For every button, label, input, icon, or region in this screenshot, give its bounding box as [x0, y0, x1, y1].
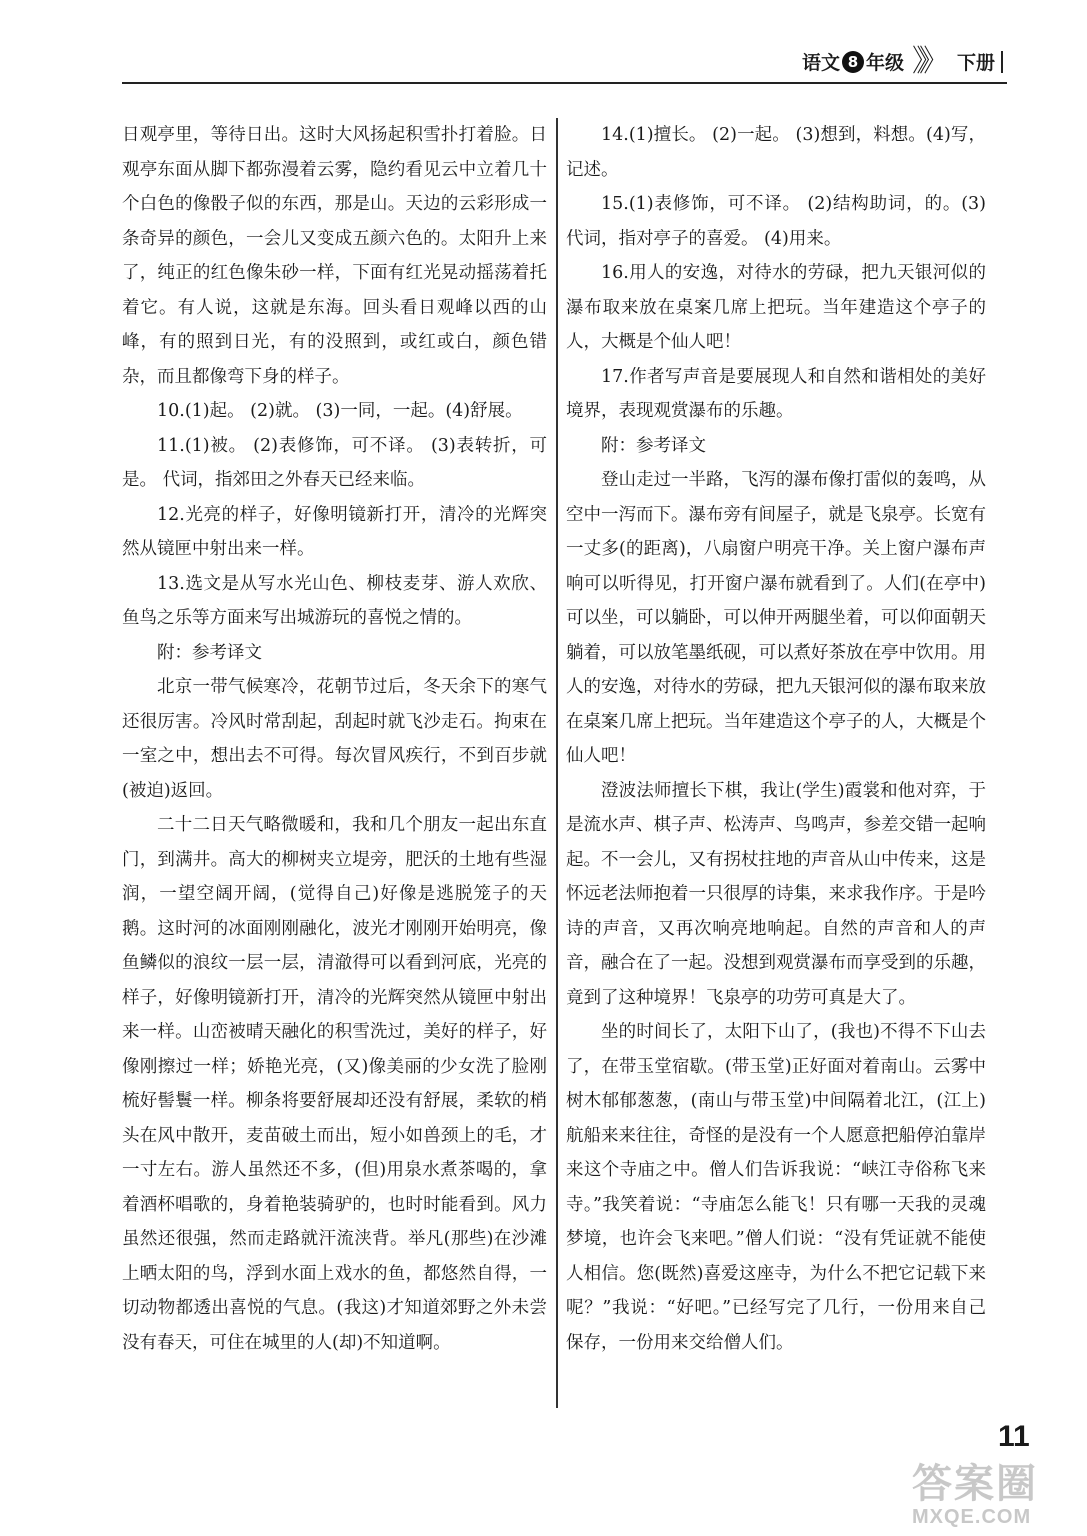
header-title: [801, 43, 1003, 79]
page-number: 11: [998, 1420, 1030, 1453]
paragraph: 登山走过一半路，飞泻的瀑布像打雷似的轰鸣，从空中一泻而下。瀑布旁有间屋子，就是飞泉亭。长宽有一丈多(的距离)，八扇窗户明亮干净。关上窗户瀑布声响可以听得见，打开窗户瀑布就看到了。人们(在亭中)可以坐，可以躺卧，可以伸开两腿坐着，可以仰面朝天躺着，可以放笔墨纸砚，可以煮好茶放在亭中饮用。用人的安逸，对待水的劳碌，把九天银河似的瀑布取来放在桌案几席上把玩。当年建造这个亭子的人，大概是个仙人吧！: [566, 470, 986, 766]
double-chevron-icon: 》》: [911, 43, 941, 79]
paragraph: 二十二日天气略微暖和，我和几个朋友一起出东直门，到满井。高大的柳树夹立堤旁，肥沃的土地有些湿润，一望空阔开阔，(觉得自己)好像是逃脱笼子的天鹅。这时河的冰面刚刚融化，波光才刚刚开始明亮，像鱼鳞似的浪纹一层一层，清澈得可以看到河底，光亮的样子，好像明镜新打开，清冷的光辉突然从镜匣中射出来一样。山峦被晴天融化的积雪洗过，美好的样子，好像刚擦过一样；娇艳光亮，(又)像美丽的少女洗了脸刚梳好髻鬟一样。柳条将要舒展却还没有舒展，柔软的梢头在风中散开，麦苗破土而出，短小如兽颈上的毛，才一寸左右。游人虽然还不多，(但)用泉水煮茶喝的，拿着酒杯唱歌的，身着艳装骑驴的，也时时能看到。风力虽然还很强，然而走路就汗流浃背。举凡(那些)在沙滩上晒太阳的鸟，浮到水面上戏水的鱼，都悠然自得，一切动物都透出喜悦的气息。(我这)才知道郊野之外未尝没有春天，可住在城里的人(却)不知道啊。: [122, 815, 547, 1353]
paragraph: 附：参考译文: [601, 435, 706, 456]
paragraph: 12.光亮的样子，好像明镜新打开，清冷的光辉突然从镜匣中射出来一样。: [122, 504, 547, 559]
watermark: [912, 1462, 1077, 1530]
paragraph: 15.(1)表修饰，可不译。 (2)结构助词，的。(3)代词，指对亭子的喜爱。 (4)用来。: [566, 194, 986, 249]
paragraph: 澄波法师擅长下棋，我让(学生)霞裳和他对弈，于是流水声、棋子声、松涛声、鸟鸣声，参差交错一起响起。不一会儿，又有拐杖拄地的声音从山中传来，这是怀远老法师抱着一只很厚的诗集，来求我作序。于是吟诗的声音，又再次响亮地响起。自然的声音和人的声音，融合在了一起。没想到观赏瀑布而享受到的乐趣，竟到了这种境界！飞泉亭的功劳可真是大了。: [566, 780, 986, 1008]
paragraph: 11.(1)被。 (2)表修饰，可不译。 (3)表转折，可是。 代词，指郊田之外春天已经来临。: [122, 435, 547, 490]
column-divider: [556, 118, 558, 1408]
header-tick-divider: [1001, 51, 1003, 73]
watermark-logo: 答案圈: [912, 1462, 1038, 1506]
grade-suffix: 年级: [865, 52, 904, 74]
page-header: [122, 40, 1007, 84]
watermark-url: MXQE.COM: [912, 1506, 1032, 1528]
paragraph: 17.作者写声音是要展现人和自然和谐相处的美好境界，表现观赏瀑布的乐趣。: [566, 366, 986, 421]
paragraph: 日观亭里，等待日出。这时大风扬起积雪扑打着脸。日观亭东面从脚下都弥漫着云雾，隐约看见云中立着几十个白色的像骰子似的东西，那是山。天边的云彩形成一条奇异的颜色，一会儿又变成五颜六色的。太阳升上来了，纯正的红色像朱砂一样，下面有红光晃动摇荡着托着它。有人说，这就是东海。回头看日观峰以西的山峰，有的照到日光，有的没照到，或红或白，颜色错杂，而且都像弯下身的样子。: [122, 125, 547, 387]
left-text-column: [122, 118, 547, 1360]
right-text-column: [566, 118, 986, 1360]
paragraph: 北京一带气候寒冷，花朝节过后，冬天余下的寒气还很厉害。冷风时常刮起，刮起时就飞沙走石。拘束在一室之中，想出去不可得。每次冒风疾行，不到百步就(被迫)返回。: [122, 677, 547, 801]
paragraph: 13.选文是从写水光山色、柳枝麦芽、游人欢欣、鱼鸟之乐等方面来写出城游玩的喜悦之情的。: [122, 573, 547, 628]
paragraph: 14.(1)擅长。 (2)一起。 (3)想到，料想。(4)写，记述。: [566, 125, 986, 180]
paragraph: 坐的时间长了，太阳下山了，(我也)不得不下山去了，在带玉堂宿歇。(带玉堂)正好面对着南山。云雾中树木郁郁葱葱，(南山与带玉堂)中间隔着北江，(江上)航船来来往往，奇怪的是没有一个人愿意把船停泊靠岸来这个寺庙之中。僧人们告诉我说：“峡江寺俗称飞来寺。”我笑着说：“寺庙怎么能飞！只有哪一天我的灵魂梦境，也许会飞来吧。”僧人们说：“没有凭证就不能使人相信。您(既然)喜爱这座寺，为什么不把它记载下来呢？”我说：“好吧。”已经写完了几行，一份用来自己保存，一份用来交给僧人们。: [566, 1022, 986, 1353]
paragraph: 16.用人的安逸，对待水的劳碌，把九天银河似的瀑布取来放在桌案几席上把玩。当年建造这个亭子的人，大概是个仙人吧！: [566, 263, 986, 352]
subject-label: 语文: [801, 52, 840, 74]
grade-number-badge: 8: [842, 51, 864, 73]
paragraph: 10.(1)起。 (2)就。 (3)一同，一起。(4)舒展。: [157, 401, 523, 421]
paragraph: 附：参考译文: [157, 642, 262, 663]
volume-label: 下册: [956, 52, 995, 74]
